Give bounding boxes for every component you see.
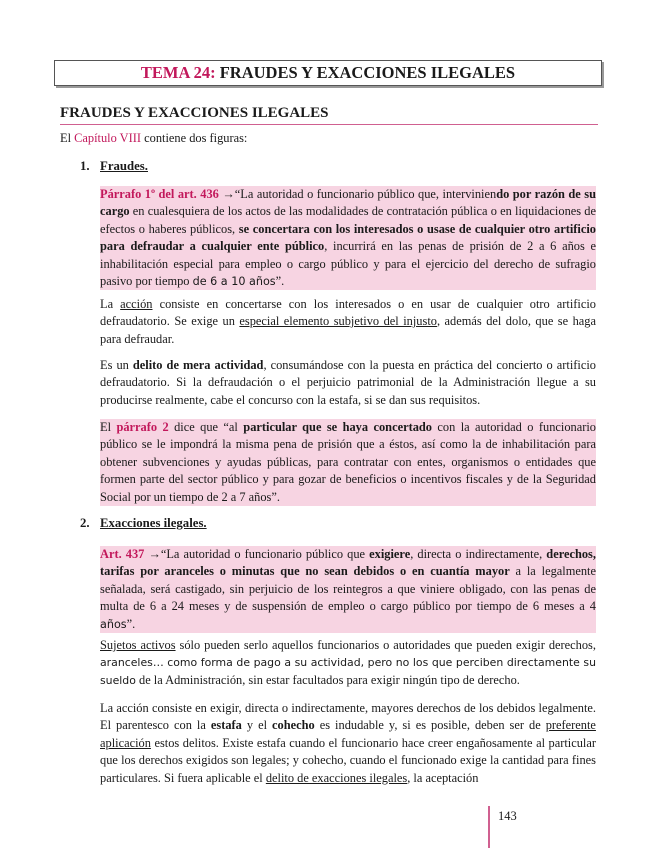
section-heading: FRAUDES Y EXACCIONES ILEGALES xyxy=(60,103,598,125)
text: sólo pueden serlo aquellos funcionarios o autoridades que pueden exigir derechos, xyxy=(179,638,596,652)
chapter-title xyxy=(54,60,602,86)
text: de la Administración, sin estar facultados para exigir ningún tipo de derecho. xyxy=(139,672,520,687)
arrow-icon: → xyxy=(148,547,161,561)
heading-text: Exacciones ilegales. xyxy=(100,516,207,530)
article-reference: párrafo 2 xyxy=(116,420,169,434)
text: estos delitos. Existe estafa cuando el funcionario hace creer engañosamente al particular que los derechos exigidos son legales; y cohecho, cuando el funcionado exige la cantidad para fines particulares. Si fuera aplicable el xyxy=(100,735,597,785)
paragraph-accion-exacciones xyxy=(100,700,596,787)
page-number: 143 xyxy=(488,806,517,848)
text: “La autoridad o funcionario público que xyxy=(160,547,366,561)
intro-text: El xyxy=(60,131,72,145)
text: ”. xyxy=(275,274,285,289)
bold-text: do por razón de su cargo xyxy=(100,187,596,219)
text: años xyxy=(100,617,127,631)
underlined-text: acción xyxy=(120,297,153,311)
bold-text: exigiere xyxy=(369,547,411,561)
bold-text: particular que se haya concertado xyxy=(243,420,432,434)
bold-text: delito de mera actividad xyxy=(132,358,264,372)
bold-text: estafa xyxy=(210,718,242,733)
heading-number: 1. xyxy=(80,159,90,173)
text: con la autoridad o funcionario público se le impondrá la misma pena de prisión que a éstos, así como la de inhabilitación para obtener subvenciones y ayudas públicas, para contratar con entes, organismos o entidades que formen parte del sector público y para gozar de beneficios o incentivos fiscales y de la Seguridad Social por un tiempo de 2 a 7 años”. xyxy=(100,420,596,504)
paragraph-sujetos-activos xyxy=(100,637,596,689)
heading-number: 2. xyxy=(80,516,90,530)
text: dice que “al xyxy=(174,420,238,434)
text: , directa o indirectamente, xyxy=(410,547,543,561)
text: La xyxy=(100,297,114,311)
chapter-number: TEMA 24: xyxy=(140,63,216,82)
text: Es un xyxy=(100,358,129,372)
underlined-text: preferente aplicación xyxy=(100,718,596,750)
text: en cualesquiera de los actos de las modalidades de contratación pública o en liquidaciones de efectos o haberes públicos, xyxy=(100,204,596,236)
chapter-reference: Capítulo VIII xyxy=(74,131,142,145)
bold-text: cohecho xyxy=(272,718,315,733)
paragraph-art-437 xyxy=(100,546,596,633)
paragraph-mera-actividad xyxy=(100,357,596,409)
text: , incurrirá en las penas de prisión de 2 a 6 años e inhabilitación especial para empleo o cargo público y para el ejercicio del derecho de sufragio pasivo por tiempo xyxy=(100,239,596,289)
text: ”. xyxy=(126,616,136,631)
text: y el xyxy=(246,718,268,733)
underlined-text: especial elemento subjetivo del injusto xyxy=(239,314,437,329)
arrow-icon: → xyxy=(222,187,235,201)
paragraph-accion xyxy=(100,296,596,348)
underlined-text: delito de exacciones ilegales xyxy=(265,770,408,785)
intro-text: contiene dos figuras: xyxy=(144,131,248,145)
paragraph-art-436 xyxy=(100,186,596,290)
bold-text: derechos, tarifas por aranceles o minutas que no sean debidos o en cuantía mayor xyxy=(100,547,596,579)
text: “La autoridad o funcionario público que, intervinien xyxy=(234,187,497,201)
text: , consumándose con la puesta en práctica del concierto o artificio defraudatorio. Si la defraudación o el perjuicio patrimonial de la Administración llegue a su producirse realmente, cabe el concurso con la estafa, si se dan sus requisitos. xyxy=(100,358,596,407)
text: a la legalmente señalada, será castigado, sin perjuicio de los reintegros a que viniere obligado, con las penas de multa de 6 a 24 meses y de suspensión de empleo o cargo público por tiempo de 6 meses a 4 xyxy=(100,564,596,614)
heading-exacciones xyxy=(80,514,207,532)
heading-text: Fraudes. xyxy=(100,159,148,173)
heading-fraudes xyxy=(80,157,148,175)
bold-text: se concertara con los interesados o usase de cualquier otro artificio para defraudar a cualquier ente público xyxy=(100,221,596,254)
text: consiste en concertarse con los interesados o en usar de cualquier otro artificio defraudatorio. Se exige un xyxy=(100,297,596,329)
article-reference: Párrafo 1º del art. 436 xyxy=(100,187,219,201)
text: de 6 a 10 años xyxy=(192,275,276,289)
text: La acción consiste en exigir, directa o indirectamente, mayores derechos de los debidos legalmente. El parentesco con la xyxy=(100,701,596,733)
chapter-title-text: FRAUDES Y EXACCIONES ILEGALES xyxy=(219,63,516,82)
text: aranceles… como forma de pago a su actividad, pero no los que perciben directamente su sueldo xyxy=(100,656,596,687)
article-reference: Art. 437 xyxy=(100,547,145,561)
text: , además del dolo, que se haga para defraudar. xyxy=(100,314,596,346)
paragraph-parrafo-2 xyxy=(100,419,596,506)
text: es indudable y, si es posible, deben ser de xyxy=(319,718,541,733)
intro-line xyxy=(60,130,247,147)
text: El xyxy=(100,420,112,434)
underlined-text: Sujetos activos xyxy=(100,638,176,652)
text: , la aceptación xyxy=(407,770,479,785)
